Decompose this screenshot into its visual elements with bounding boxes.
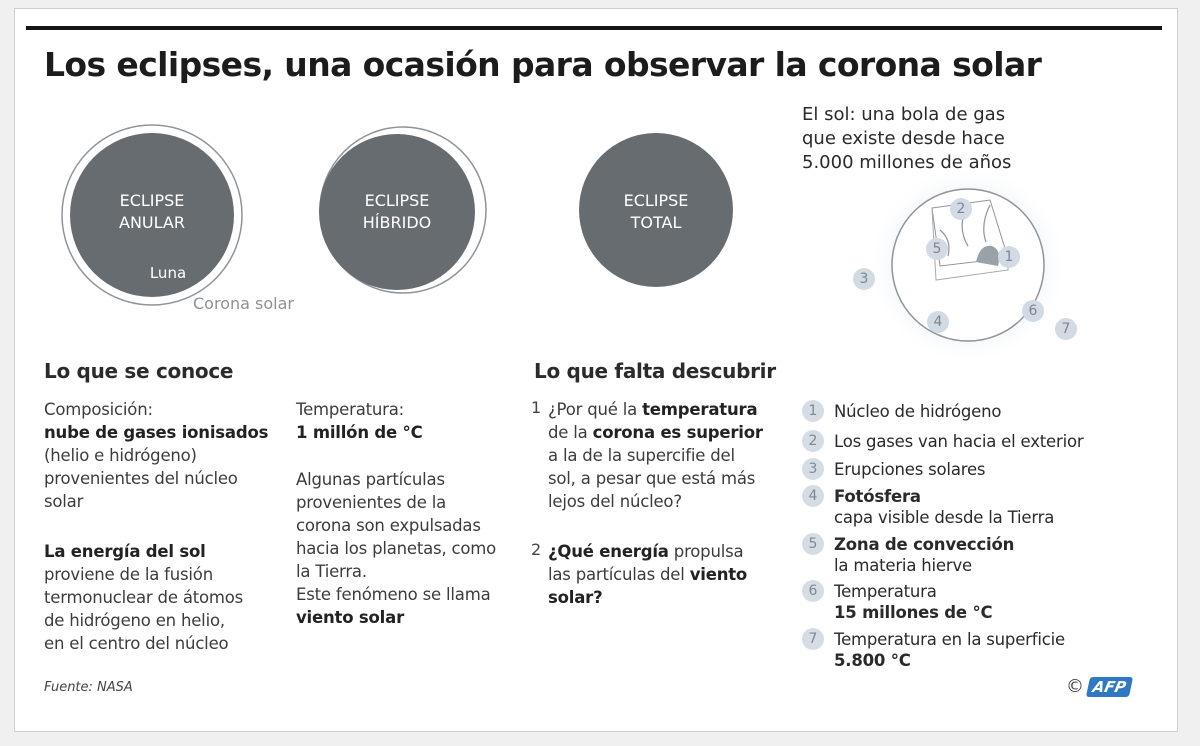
- legend-badge: 1: [802, 400, 824, 422]
- legend-badge: 2: [802, 430, 824, 452]
- legend-badge: 3: [802, 458, 824, 480]
- eclipse-annular: [62, 125, 242, 305]
- question-1-number: 1: [531, 398, 542, 417]
- sun-callout-7: 7: [1055, 318, 1077, 340]
- eclipse-annular-line1: ECLIPSE: [119, 191, 185, 210]
- copyright-symbol: ©: [1066, 676, 1084, 697]
- sun-callout-5: 5: [926, 238, 948, 260]
- legend-item: 6 Temperatura 15 millones de °C: [802, 581, 992, 623]
- legend-item: 2 Los gases van hacia el exterior: [802, 431, 1083, 452]
- question-1: ¿Por qué la temperatura de la corona es superior a la de la supercifie del sol, a pesar que está más lejos del núcleo?: [548, 400, 763, 511]
- afp-credit: [1066, 676, 1131, 697]
- legend-badge: 6: [802, 580, 824, 602]
- sun-title: El sol: una bola de gas que existe desde hace 5.000 millones de años: [802, 104, 1012, 173]
- afp-logo: AFP: [1086, 677, 1133, 697]
- sun-callout-1: 1: [998, 246, 1020, 268]
- legend-item: 3 Erupciones solares: [802, 459, 985, 480]
- composition-block: Composición: nube de gases ionisados (helio e hidrógeno) provenientes del núcleo solar: [44, 400, 269, 511]
- legend-badge: 5: [802, 533, 824, 555]
- legend-item: 5 Zona de convección la materia hierve: [802, 534, 1014, 576]
- known-heading: Lo que se conoce: [44, 359, 234, 383]
- unknown-heading: Lo que falta descubrir: [534, 359, 776, 383]
- moon-disc-total: [579, 133, 733, 287]
- top-rule: [26, 26, 1162, 30]
- eclipse-annular-line2: ANULAR: [119, 213, 185, 232]
- sun-callout-3: 3: [853, 268, 875, 290]
- sun-callout-2: 2: [950, 198, 972, 220]
- question-2-number: 2: [531, 540, 542, 559]
- moon-disc-hybrid: [319, 134, 475, 290]
- legend-item: 1 Núcleo de hidrógeno: [802, 401, 1001, 422]
- particles-block: Algunas partículas provenientes de la corona son expulsadas hacia los planetas, como la Tierra. Este fenómeno se llama viento solar: [296, 470, 497, 627]
- moon-label: Luna: [149, 264, 187, 282]
- question-2: ¿Qué energía propulsa las partículas del viento solar?: [548, 542, 748, 607]
- legend-item: 4 Fotósfera capa visible desde la Tierra: [802, 486, 1054, 528]
- source-note: Fuente: NASA: [44, 680, 133, 695]
- legend-item: 7 Temperatura en la superficie 5.800 °C: [802, 629, 1065, 671]
- sun-callout-4: 4: [927, 311, 949, 333]
- page-title: Los eclipses, una ocasión para observar la corona solar: [44, 45, 1042, 84]
- eclipse-total: [579, 133, 733, 287]
- energy-block: La energía del sol proviene de la fusión termonuclear de átomos de hidrógeno en helio, en el centro del núcleo: [44, 542, 244, 653]
- corona-label: Corona solar: [193, 294, 294, 313]
- temperature-block: Temperatura: 1 millón de °C: [296, 400, 423, 442]
- legend-badge: 4: [802, 485, 824, 507]
- eclipse-hybrid-line1: ECLIPSE: [364, 191, 430, 210]
- eclipse-hybrid: [319, 127, 486, 293]
- eclipse-diagrams-left: [40, 120, 340, 320]
- eclipse-hybrid-line2: HÍBRIDO: [362, 213, 432, 232]
- eclipse-total-line2: TOTAL: [630, 213, 682, 232]
- eclipse-diagrams-right: [300, 110, 820, 310]
- sun-callout-6: 6: [1022, 300, 1044, 322]
- eclipse-total-line1: ECLIPSE: [623, 191, 689, 210]
- legend-badge: 7: [802, 628, 824, 650]
